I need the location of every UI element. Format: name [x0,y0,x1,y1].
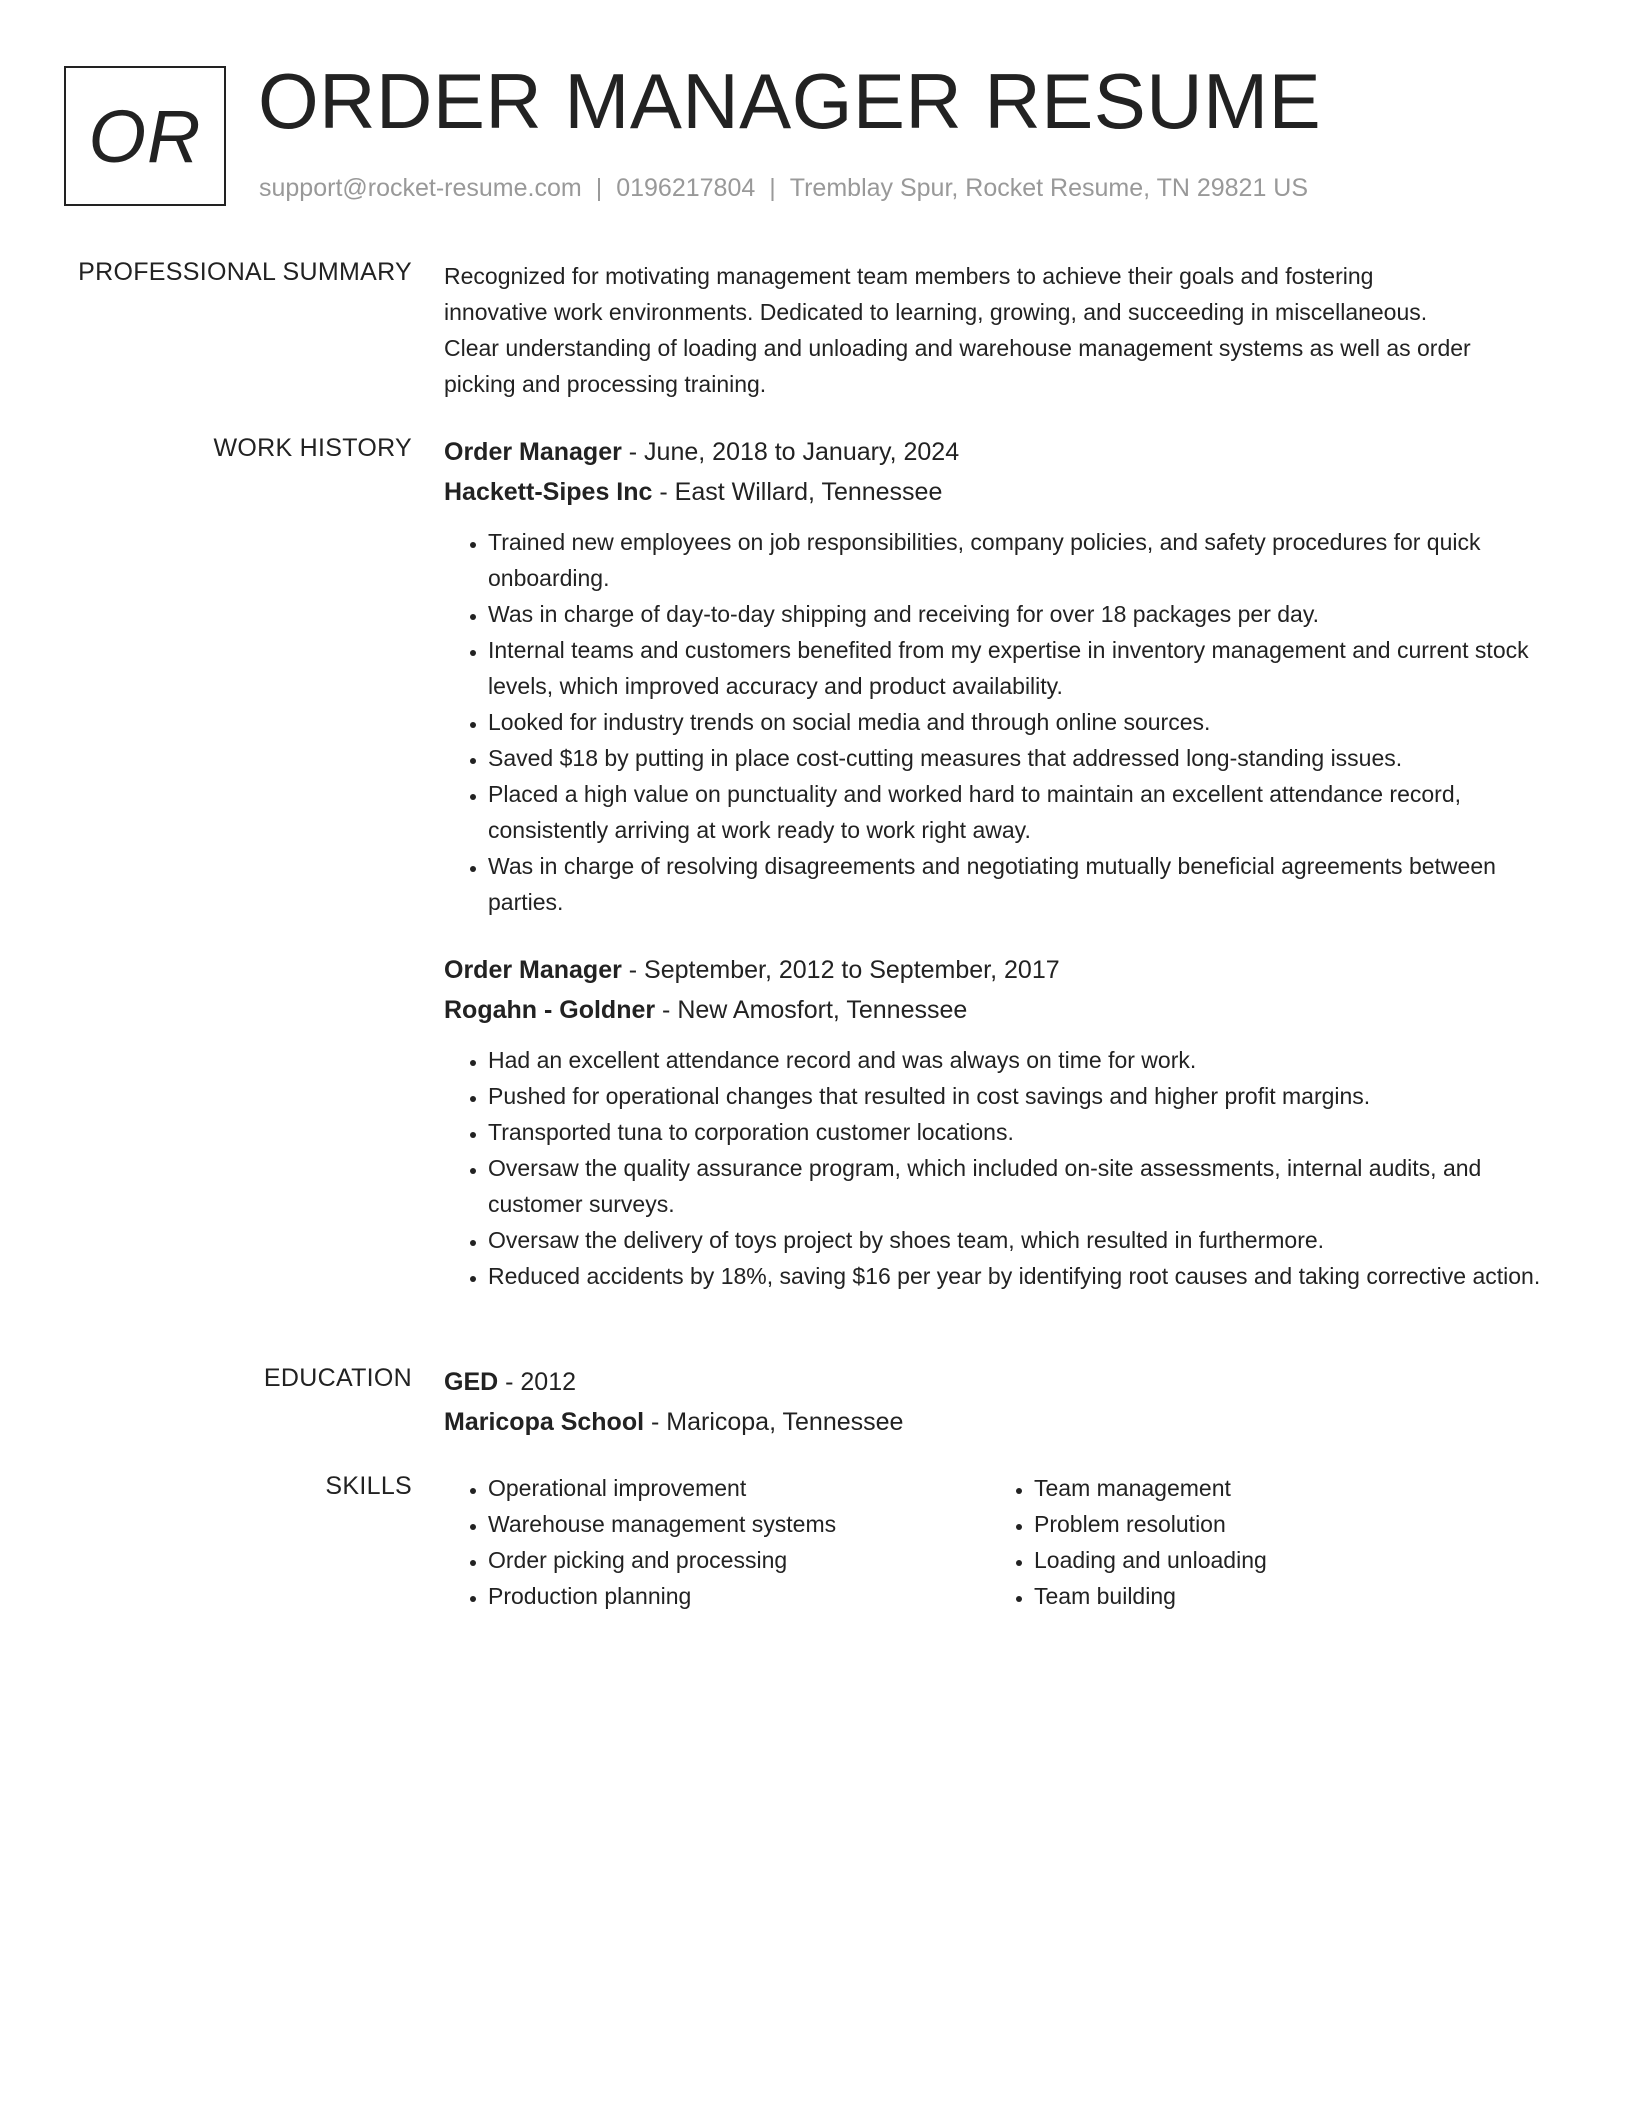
job-bullet: • Was in charge of day-to-day shipping and receiving for over 18 packages per day. [488,596,1554,632]
job-location: - East Willard, Tennessee [652,478,943,506]
job-bullet: • Placed a high value on punctuality and worked hard to maintain an excellent attendance record, consistently arriving at work ready to work right away. [488,776,1554,848]
job-bullet: • Reduced accidents by 18%, saving $16 per year by identifying root causes and taking corrective action. [488,1258,1554,1294]
section-label-summary: PROFESSIONAL SUMMARY [78,258,412,286]
job-bullet: • Looked for industry trends on social media and through online sources. [488,704,1554,740]
skill-item: • Warehouse management systems [488,1506,990,1542]
skill-item: • Team building [1034,1578,1536,1614]
contact-separator: | [769,174,776,202]
job-bullet: • Saved $18 by putting in place cost-cutting measures that addressed long-standing issues. [488,740,1554,776]
skills-column [990,1470,1536,1614]
job-bullet: • Internal teams and customers benefited from my expertise in inventory management and current stock levels, which improved accuracy and product availability. [488,632,1554,704]
job-bullets [444,1042,1554,1294]
summary-body [444,258,1554,402]
job-bullet: • Had an excellent attendance record and was always on time for work. [488,1042,1554,1078]
section-label-education: EDUCATION [263,1364,412,1392]
summary-line: Clear understanding of loading and unloading and warehouse management systems as well as order [444,335,1471,361]
skills-list [990,1470,1536,1614]
job-company-line [444,990,1554,1030]
job-bullets [444,524,1554,920]
job-title: Order Manager [444,438,622,466]
education-body [444,1362,1554,1442]
contact-email[interactable]: support@rocket-resume.com [259,174,582,202]
job-entry [444,432,1554,920]
job-bullet: • Pushed for operational changes that resulted in cost savings and higher profit margins. [488,1078,1554,1114]
job-bullet: • Oversaw the quality assurance program, which included on-site assessments, internal audits, and customer surveys. [488,1150,1554,1222]
contact-address: Tremblay Spur, Rocket Resume, TN 29821 US [789,174,1309,202]
education-school: Maricopa School [444,1408,645,1436]
skill-item: • Production planning [488,1578,990,1614]
monogram-box [64,66,226,206]
skill-item: • Problem resolution [1034,1506,1536,1542]
job-bullet: • Was in charge of resolving disagreements and negotiating mutually beneficial agreements between parties. [488,848,1554,920]
education-year: - 2012 [498,1368,577,1396]
skills-grid [444,1470,1554,1614]
skills-list [444,1470,990,1614]
job-location: - New Amosfort, Tennessee [655,996,968,1024]
contact-separator: | [595,174,603,202]
summary-line: innovative work environments. Dedicated to learning, growing, and succeeding in miscellaneous. [444,299,1428,325]
summary-line: picking and processing training. [444,371,767,397]
job-title-line [444,950,1554,990]
job-title: Order Manager [444,956,622,984]
skills-column [444,1470,990,1614]
skill-item: • Loading and unloading [1034,1542,1536,1578]
resume-title: ORDER MANAGER RESUME [258,57,1322,145]
job-company: Hackett-Sipes Inc [444,478,653,506]
section-label-work-history: WORK HISTORY [213,434,412,462]
job-dates: - June, 2018 to January, 2024 [621,438,960,466]
monogram-initials: OR [88,94,202,178]
education-school-line [444,1402,1554,1442]
job-bullet: • Trained new employees on job responsibilities, company policies, and safety procedures for quick onboarding. [488,524,1554,596]
contact-phone[interactable]: 0196217804 [616,174,756,202]
skill-item: • Operational improvement [488,1470,990,1506]
job-entry [444,950,1554,1294]
job-dates: - September, 2012 to September, 2017 [621,956,1060,984]
job-bullet: • Transported tuna to corporation customer locations. [488,1114,1554,1150]
skill-item: • Order picking and processing [488,1542,990,1578]
skill-item: • Team management [1034,1470,1536,1506]
summary-line: Recognized for motivating management team members to achieve their goals and fostering [444,263,1374,289]
education-degree-line [444,1362,1554,1402]
job-company: Rogahn - Goldner [444,996,656,1024]
section-label-skills: SKILLS [325,1472,412,1500]
job-title-line [444,432,1554,472]
job-company-line [444,472,1554,512]
job-bullet: • Oversaw the delivery of toys project by shoes team, which resulted in furthermore. [488,1222,1554,1258]
contact-line [259,174,1308,203]
education-degree: GED [444,1368,499,1396]
education-location: - Maricopa, Tennessee [644,1408,904,1436]
